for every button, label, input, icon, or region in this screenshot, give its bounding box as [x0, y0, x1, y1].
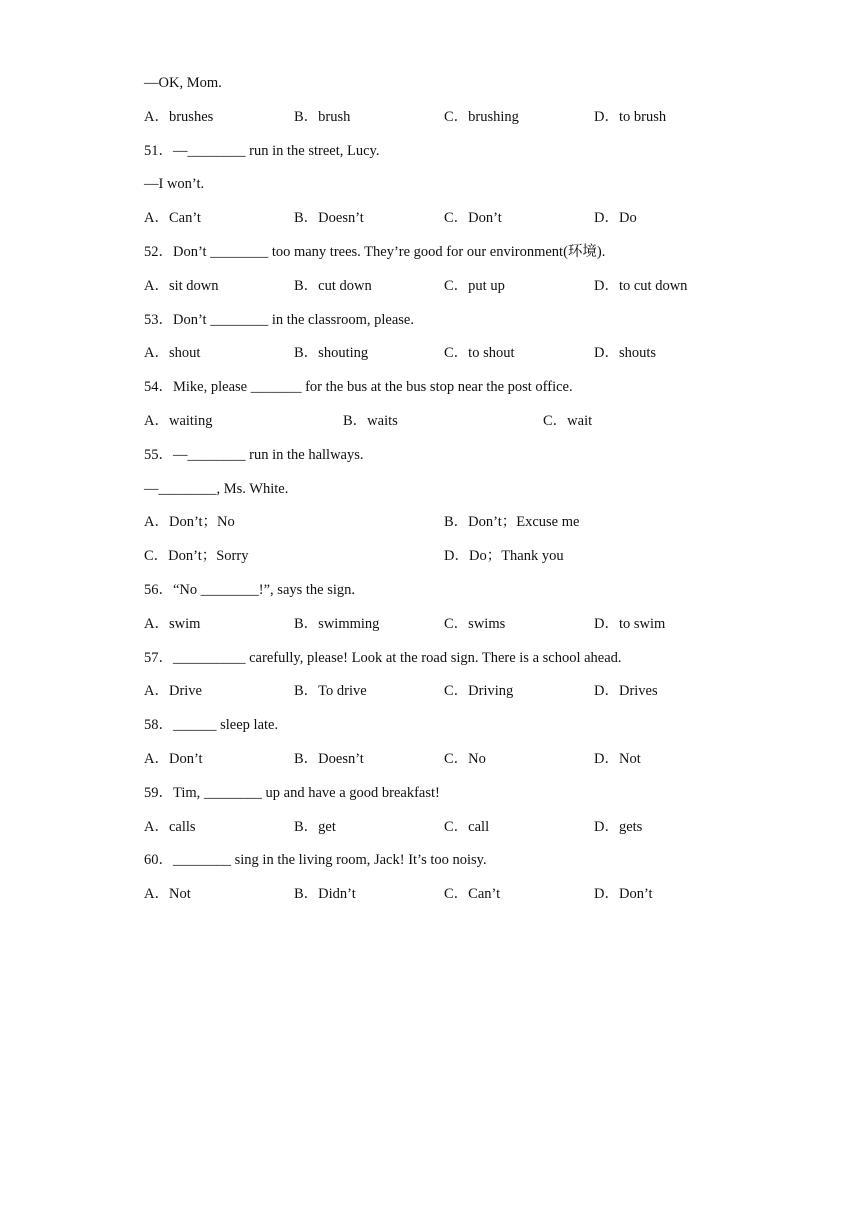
question-text: 57．__________ carefully, please! Look at the road sign. There is a school ahead.: [144, 650, 622, 666]
answer-option: D．Do；Thank you: [444, 548, 564, 564]
answer-option: D．Don’t: [594, 886, 653, 902]
answer-option: A．waiting: [144, 413, 213, 429]
answer-option: C．Don’t: [444, 210, 502, 226]
answer-option: D．to cut down: [594, 278, 688, 294]
answer-option: D．gets: [594, 819, 643, 835]
answer-option: A．shout: [144, 345, 201, 361]
answer-option: B．Doesn’t: [294, 210, 364, 226]
answer-option: C．swims: [444, 616, 506, 632]
answer-option: B．waits: [343, 413, 398, 429]
answer-option: D．shouts: [594, 345, 657, 361]
answer-option: D．to brush: [594, 109, 667, 125]
question-text: 53．Don’t ________ in the classroom, please.: [144, 312, 414, 328]
answer-option: A．Not: [144, 886, 191, 902]
answer-option: A．Don’t: [144, 751, 203, 767]
answer-option: A．Drive: [144, 683, 202, 699]
answer-option: B．cut down: [294, 278, 372, 294]
answer-option: A．Can’t: [144, 210, 201, 226]
answer-option: A．calls: [144, 819, 196, 835]
answer-option: B．Don’t；Excuse me: [444, 514, 580, 530]
answer-option: C．Driving: [444, 683, 514, 699]
question-text: 59．Tim, ________ up and have a good breakfast!: [144, 785, 440, 801]
question-text: —OK, Mom.: [144, 75, 222, 91]
question-text: 58．______ sleep late.: [144, 717, 279, 733]
answer-option: B．Doesn’t: [294, 751, 364, 767]
answer-option: A．sit down: [144, 278, 219, 294]
question-text: 51．—________ run in the street, Lucy.: [144, 143, 380, 159]
answer-option: B．brush: [294, 109, 351, 125]
answer-option: D．Do: [594, 210, 637, 226]
answer-option: D．Drives: [594, 683, 658, 699]
answer-option: C．wait: [543, 413, 593, 429]
question-text: 55．—________ run in the hallways.: [144, 447, 364, 463]
answer-option: D．Not: [594, 751, 641, 767]
question-text: —I won’t.: [144, 176, 205, 192]
answer-option: B．get: [294, 819, 336, 835]
answer-option: C．Don’t；Sorry: [144, 548, 249, 564]
question-text: 60．________ sing in the living room, Jack! It’s too noisy.: [144, 852, 487, 868]
answer-option: A．brushes: [144, 109, 214, 125]
answer-option: B．shouting: [294, 345, 369, 361]
answer-option: A．Don’t；No: [144, 514, 235, 530]
question-text: —________, Ms. White.: [144, 481, 289, 497]
question-text: 56．“No ________!”, says the sign.: [144, 582, 356, 598]
answer-option: C．Can’t: [444, 886, 501, 902]
answer-option: C．to shout: [444, 345, 515, 361]
answer-option: B．To drive: [294, 683, 367, 699]
answer-option: C．put up: [444, 278, 505, 294]
answer-option: B．Didn’t: [294, 886, 356, 902]
answer-option: A．swim: [144, 616, 201, 632]
answer-option: C．No: [444, 751, 486, 767]
question-text: 54．Mike, please _______ for the bus at the bus stop near the post office.: [144, 379, 573, 395]
answer-option: C．call: [444, 819, 490, 835]
answer-option: C．brushing: [444, 109, 519, 125]
answer-option: D．to swim: [594, 616, 666, 632]
question-text: 52．Don’t ________ too many trees. They’re good for our environment(环境).: [144, 244, 606, 260]
answer-option: B．swimming: [294, 616, 380, 632]
